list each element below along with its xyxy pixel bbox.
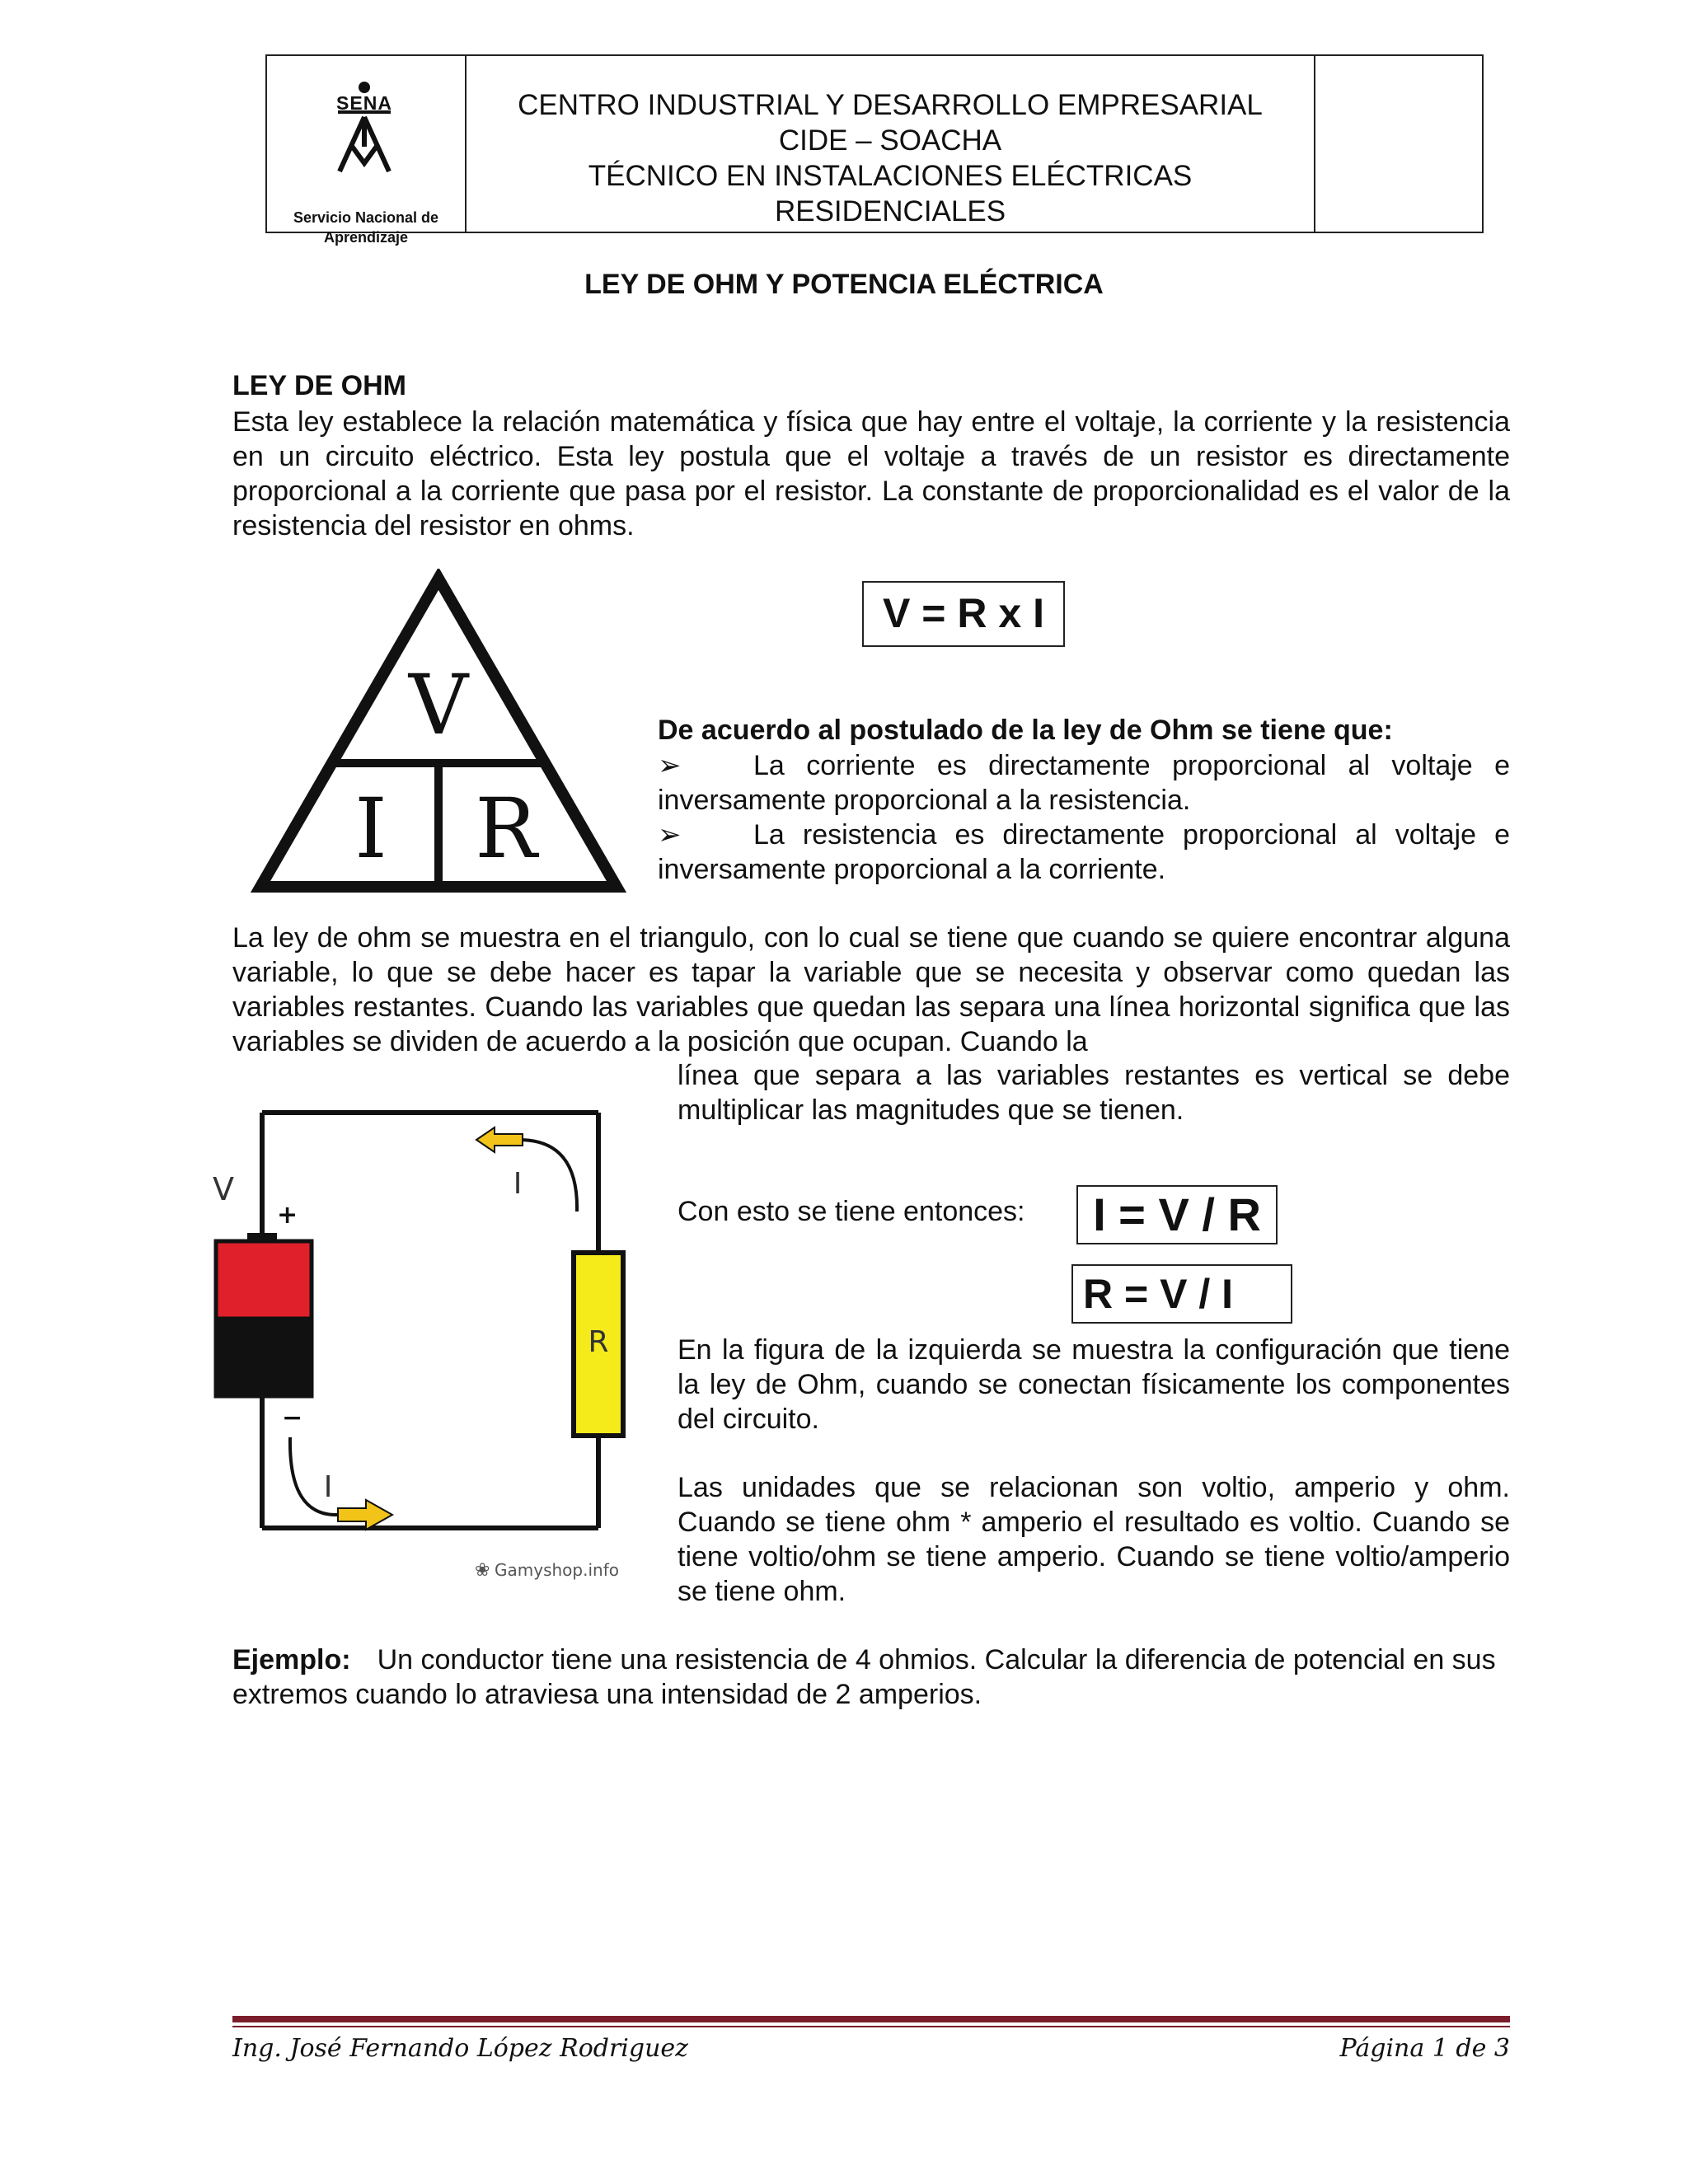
battery-negative — [216, 1319, 312, 1396]
current-label-top: I — [513, 1167, 523, 1201]
triangle-i: I — [354, 780, 387, 877]
intro-paragraph — [232, 405, 1510, 543]
footer-rule-thick — [232, 2016, 1510, 2022]
voltage-label: V — [213, 1171, 234, 1207]
watermark-text: Gamyshop.info — [495, 1560, 619, 1580]
arrow-bullet-icon: ➢ — [658, 819, 682, 851]
footer-rule-thin — [232, 2026, 1510, 2027]
header-center — [467, 87, 1314, 229]
header-line-2: CIDE – SOACHA — [778, 124, 1002, 157]
battery-positive — [216, 1241, 312, 1319]
formula-i-box: I = V / R — [1076, 1185, 1278, 1244]
logo-caption: Servicio Nacional de Aprendizaje — [293, 209, 439, 246]
formula-r-box: R = V / I — [1071, 1264, 1292, 1324]
postulate-heading: De acuerdo al postulado de la ley de Ohm se tiene que: — [658, 715, 1393, 746]
figure-paragraph — [678, 1333, 1510, 1436]
triangle-paragraph-text: La ley de ohm se muestra en el triangulo, con lo cual se tiene que cuando se quiere encontrar alguna variable, lo que se debe hacer es tapar la variable que se necesita y observar como quedan las variables restantes. Cuando las variables que quedan las separa una línea horizontal significa que las variables se dividen de acuerdo a la posición que ocupan. Cuando la — [232, 922, 1510, 1057]
document-title: LEY DE OHM Y POTENCIA ELÉCTRICA — [584, 269, 1104, 300]
header-table — [265, 54, 1484, 246]
logo-cell — [267, 56, 467, 246]
section-heading: LEY DE OHM — [232, 370, 406, 401]
example-text: Un conductor tiene una resistencia de 4 ohmios. Calcular la diferencia de potencial en sus extremos cuando lo atraviesa una intensidad de 2 amperios. — [232, 1644, 1496, 1710]
intro-text: Esta ley establece la relación matemática y física que hay entre el voltaje, la corriente y la resistencia en un circuito eléctrico. Esta ley postula que el voltaje a través de un resistor es directamente proporcional a la corriente que pasa por el resistor. La constante de proporcionalidad es el valor de la resistencia del resistor en ohms. — [232, 406, 1510, 541]
formula-v-box: V = R x I — [862, 581, 1065, 647]
header-line-1: CENTRO INDUSTRIAL Y DESARROLLO EMPRESARIAL — [518, 89, 1263, 121]
current-path-top — [519, 1140, 577, 1212]
header-empty-cell — [1314, 56, 1482, 232]
triangle-paragraph-cont-text: línea que separa a las variables restantes es vertical se debe multiplicar las magnitudes que se tienen. — [678, 1060, 1510, 1126]
minus-sign: − — [282, 1404, 303, 1432]
units-paragraph-text: Las unidades que se relacionan son voltio, amperio y ohm. Cuando se tiene ohm * amperio el resultado es voltio. Cuando se tiene voltio/ohm se tiene amperio. Cuando se tiene voltio/amperio se tiene ohm. — [678, 1472, 1510, 1607]
circuit-diagram — [206, 1088, 643, 1582]
figure-paragraph-text: En la figura de la izquierda se muestra la configuración que tiene la ley de Ohm, cuando se conectan físicamente los componentes del circuito. — [678, 1334, 1510, 1435]
watermark-flower-icon: ❀ — [475, 1560, 490, 1581]
postulate-bullets — [658, 748, 1510, 887]
con-esto-text: Con esto se tiene entonces: — [678, 1196, 1025, 1227]
header-line-3: TÉCNICO EN INSTALACIONES ELÉCTRICAS — [588, 160, 1193, 192]
arrow-bullet-icon: ➢ — [658, 750, 682, 781]
footer-author: Ing. José Fernando López Rodriguez — [232, 2034, 688, 2063]
header-line-4: RESIDENCIALES — [774, 195, 1006, 227]
example-text-block — [232, 1643, 1510, 1712]
units-paragraph — [678, 1470, 1510, 1609]
triangle-v: V — [408, 657, 469, 753]
bullet-text-1: La corriente es directamente proporcional al voltaje e inversamente proporcional a la resistencia. — [658, 750, 1510, 816]
plus-sign: + — [277, 1201, 298, 1230]
triangle-r: R — [475, 780, 537, 877]
bullet-text-2: La resistencia es directamente proporcional al voltaje e inversamente proporcional a la corriente. — [658, 819, 1510, 885]
example-paragraph — [232, 1643, 1510, 1712]
bullet-item-1 — [658, 748, 1510, 818]
bullet-item-2 — [658, 818, 1510, 887]
triangle-paragraph — [232, 921, 1510, 1059]
example-label: Ejemplo: — [232, 1644, 351, 1675]
triangle-paragraph-cont — [678, 1058, 1510, 1127]
footer-page: Página 1 de 3 — [1339, 2034, 1510, 2063]
resistor-label: R — [588, 1325, 609, 1359]
logo-word: SENA — [336, 92, 392, 114]
ohm-triangle — [249, 569, 628, 898]
current-arrow-bottom-icon — [338, 1500, 392, 1530]
current-label-bottom: I — [323, 1470, 333, 1504]
current-arrow-top-icon — [476, 1127, 523, 1152]
